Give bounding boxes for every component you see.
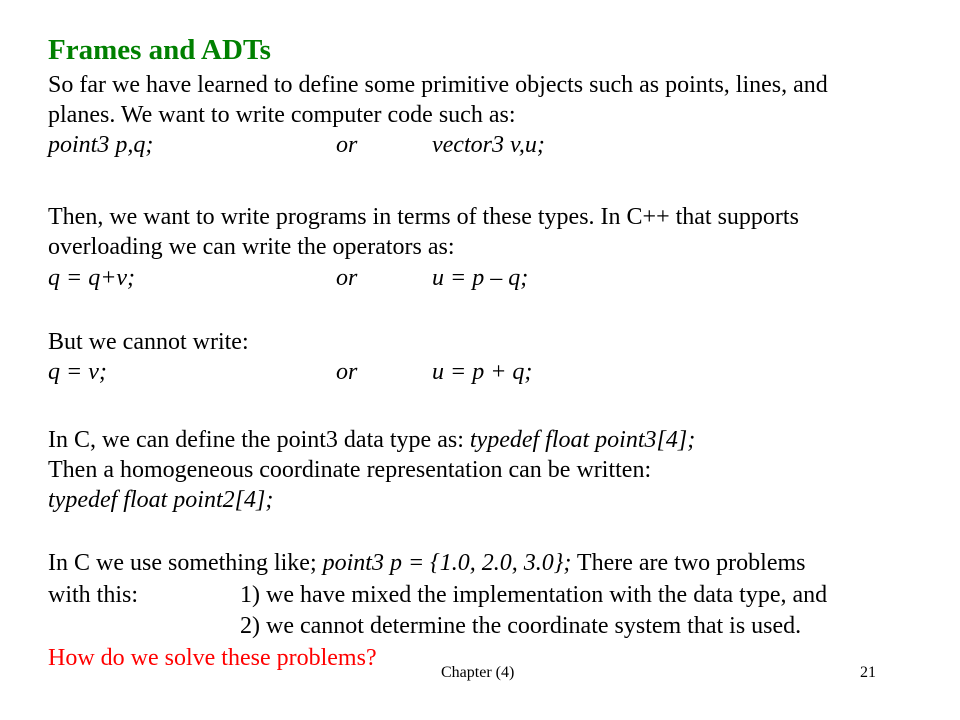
code-add-vector: q = q+v; bbox=[48, 265, 136, 291]
problem-list-line-1 bbox=[48, 580, 908, 610]
footer-chapter: Chapter (4) bbox=[441, 664, 515, 681]
typedef-point2-line: typedef float point2[4]; bbox=[48, 487, 274, 513]
then-line-2: overloading we can write the operators as: bbox=[48, 234, 455, 260]
code-assign-vector: q = v; bbox=[48, 359, 107, 385]
use-code: point3 p = {1.0, 2.0, 3.0}; bbox=[322, 550, 572, 576]
code-subtract-points: u = p – q; bbox=[432, 265, 529, 291]
slide-title: Frames and ADTs bbox=[48, 34, 271, 66]
code-example-declarations bbox=[48, 130, 848, 160]
intro-line-1: So far we have learned to define some primitive objects such as points, lines, and bbox=[48, 72, 828, 98]
with-this-label: with this: bbox=[48, 582, 139, 608]
intro-line-2: planes. We want to write computer code such as: bbox=[48, 102, 516, 128]
code-declare-points: point3 p,q; bbox=[48, 132, 154, 158]
c-define-line bbox=[48, 425, 695, 455]
code-or-label: or bbox=[336, 359, 358, 385]
use-something-line bbox=[48, 548, 806, 578]
code-example-invalid bbox=[48, 357, 848, 387]
footer-page-number: 21 bbox=[860, 664, 876, 681]
homogeneous-line: Then a homogeneous coordinate representation can be written: bbox=[48, 457, 652, 483]
code-or-label: or bbox=[336, 132, 358, 158]
code-or-label: or bbox=[336, 265, 358, 291]
closing-question: How do we solve these problems? bbox=[48, 645, 377, 671]
problems-text: There are two problems bbox=[571, 550, 806, 576]
cannot-write-line: But we cannot write: bbox=[48, 329, 249, 355]
c-define-code: typedef float point3[4]; bbox=[469, 427, 696, 453]
code-add-points: u = p + q; bbox=[432, 359, 533, 385]
problem-1: 1) we have mixed the implementation with the data type, and bbox=[240, 582, 828, 608]
problem-2: 2) we cannot determine the coordinate system that is used. bbox=[240, 613, 802, 639]
then-line-1: Then, we want to write programs in terms of these types. In C++ that supports bbox=[48, 204, 799, 230]
use-text: In C we use something like; bbox=[48, 550, 323, 576]
code-example-operators bbox=[48, 263, 848, 293]
code-declare-vectors: vector3 v,u; bbox=[432, 132, 545, 158]
problem-list-line-2 bbox=[48, 611, 908, 641]
c-define-text: In C, we can define the point3 data type as: bbox=[48, 427, 470, 453]
